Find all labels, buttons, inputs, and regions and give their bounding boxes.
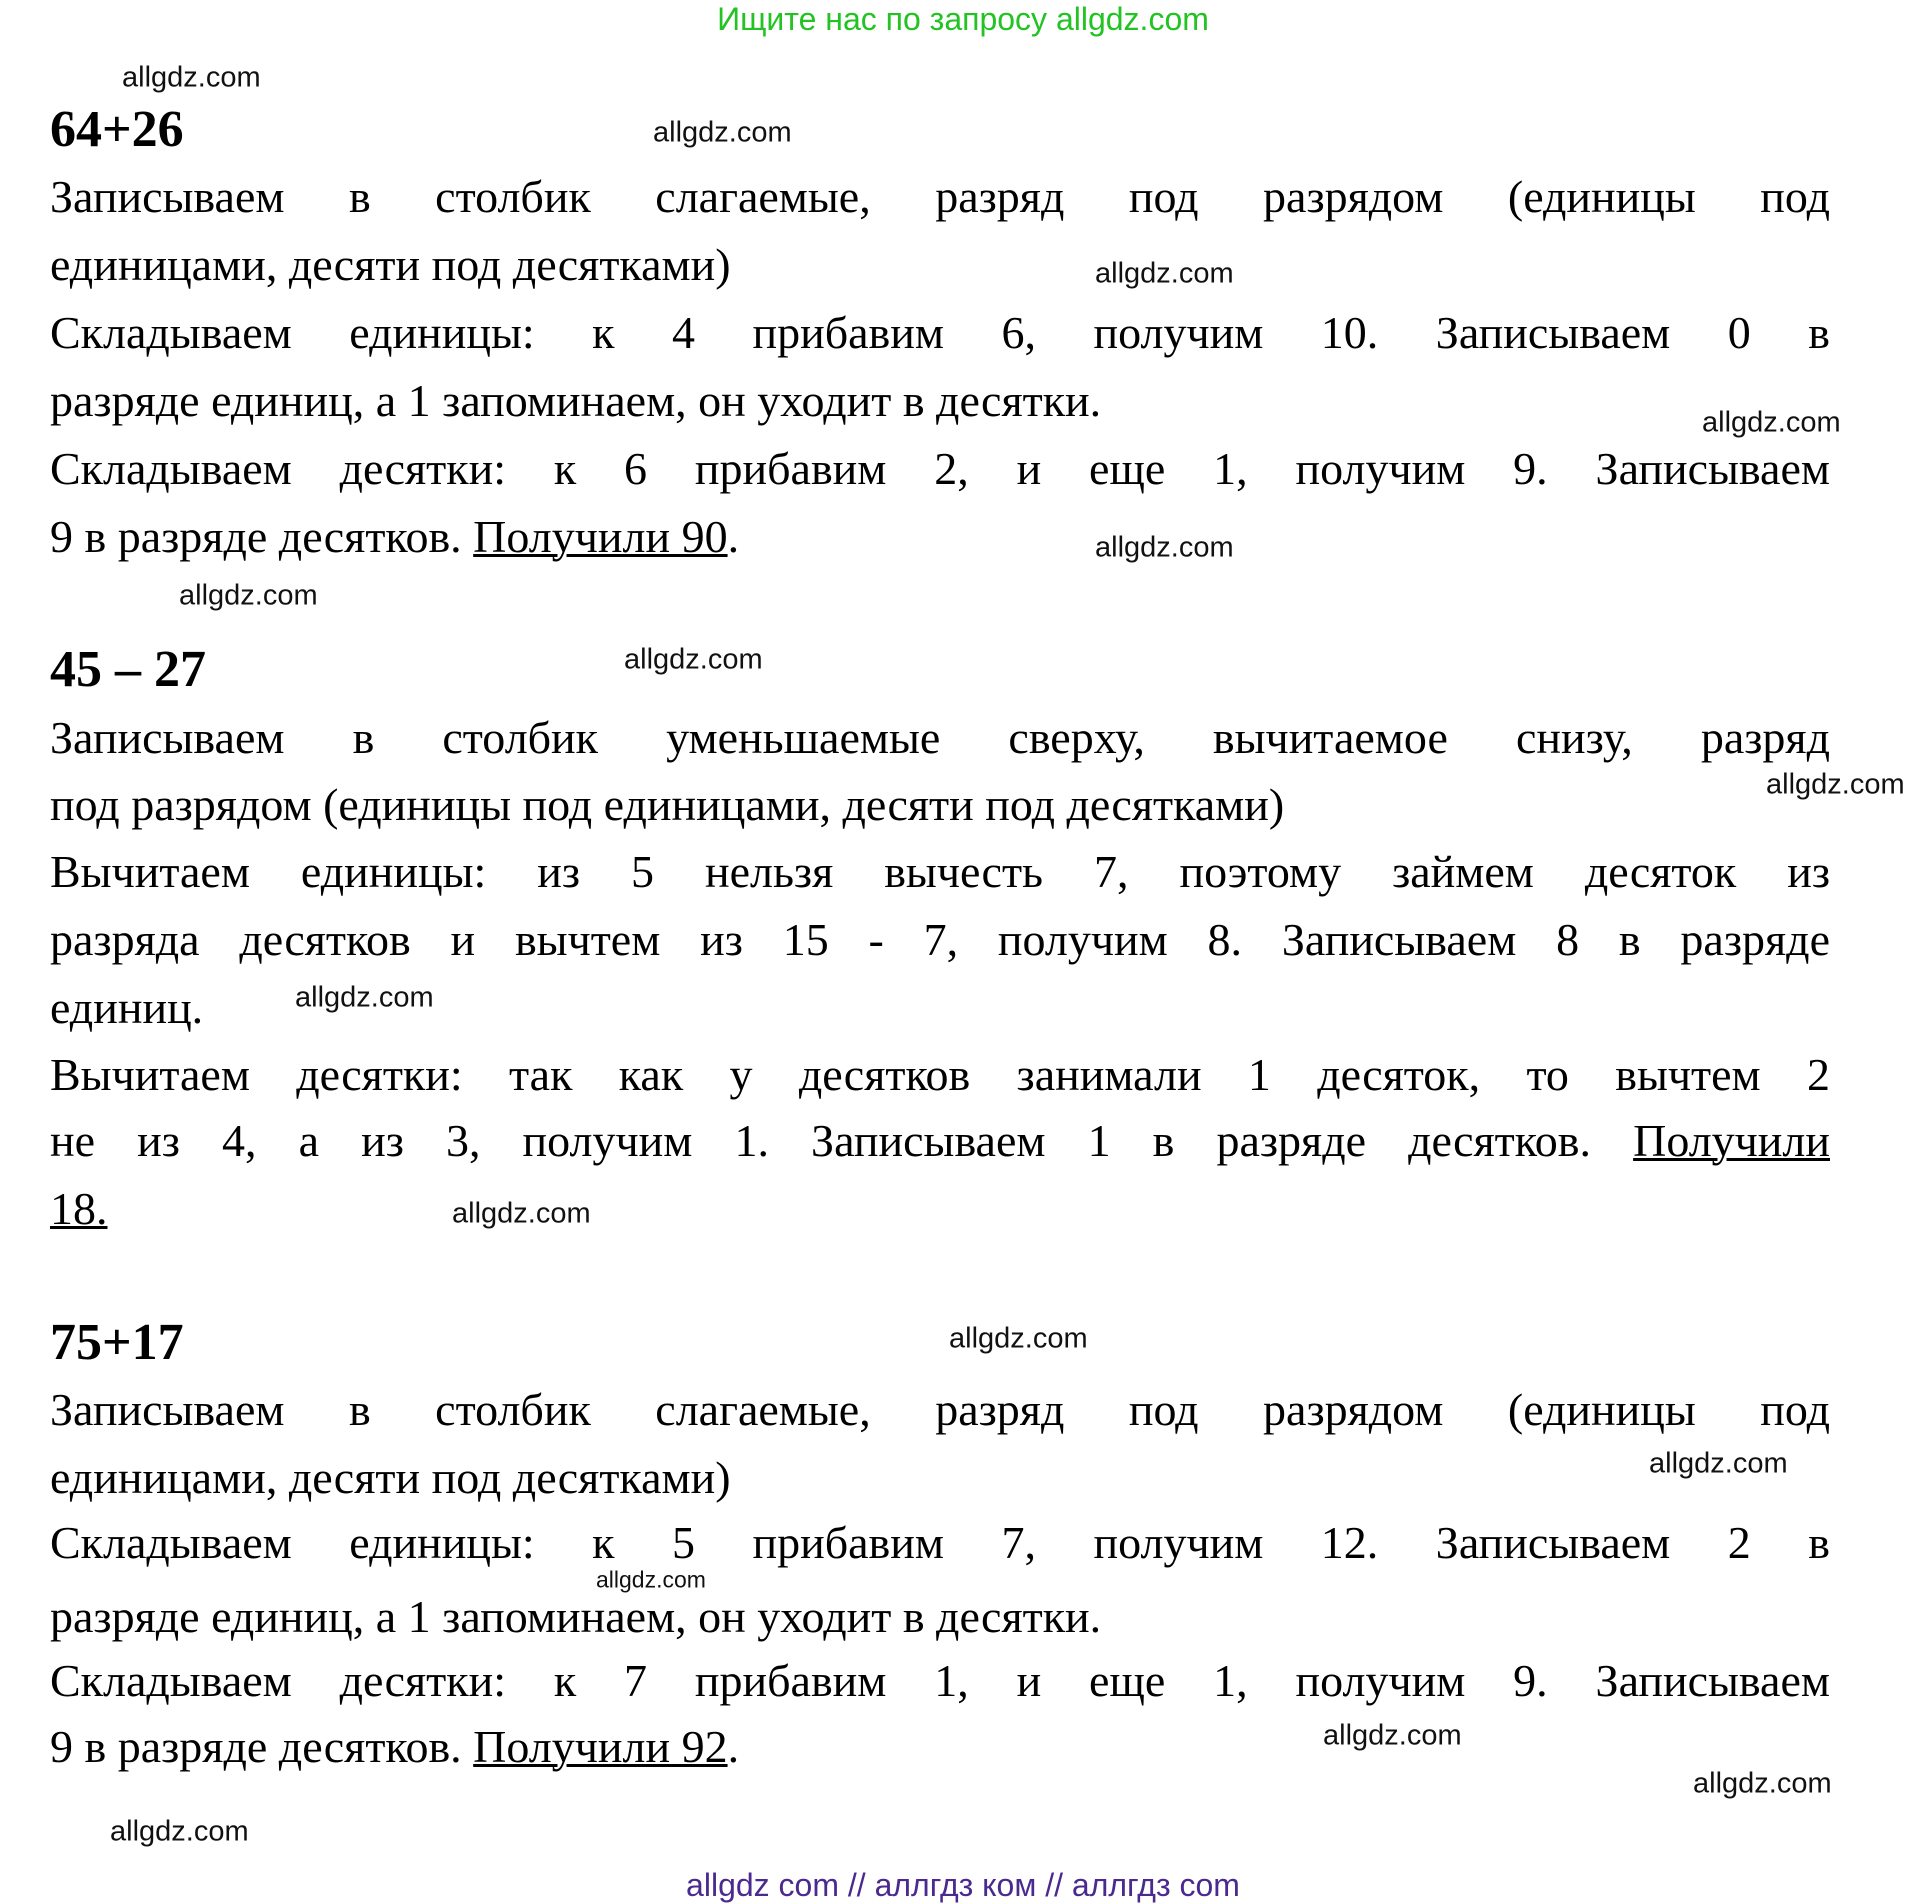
text-line [50,1721,740,1772]
watermark: allgdz.com [624,643,763,676]
text-line [50,171,1830,222]
text-line [50,239,731,290]
line-text: единицами, десяти под десятками) [50,239,731,290]
answer-underlined: Получили [1633,1115,1830,1166]
text-line [50,1384,1830,1435]
line-text-end: . [727,511,740,562]
watermark: allgdz.com [1693,1767,1832,1800]
text-line [50,1183,108,1234]
line-text: под разрядом (единицы под единицами, десяти под десятками) [50,779,1285,830]
answer-underlined: Получили 90 [473,511,728,562]
text-line [50,1452,731,1503]
line-text: единицами, десяти под десятками) [50,1452,731,1503]
watermark: allgdz.com [1095,257,1234,290]
watermark: allgdz.com [653,116,792,149]
problem-heading: 64+26 [50,101,184,158]
line-text: Вычитаем единицы: из 5 нельзя вычесть 7, поэтому займем десяток из [50,846,1830,897]
line-text: не из 4, а из 3, получим 1. Записываем 1 в разряде десятков. [50,1115,1634,1166]
line-text: Складываем десятки: к 7 прибавим 1, и еще 1, получим 9. Записываем [50,1655,1830,1706]
watermark: allgdz.com [295,981,434,1014]
watermark: allgdz.com [596,1566,706,1593]
line-text: разряде единиц, а 1 запоминаем, он уходит в десятки. [50,1591,1102,1642]
answer-underlined: 18. [50,1183,108,1234]
watermark: allgdz.com [1702,406,1841,439]
watermark: allgdz.com [1323,1719,1462,1752]
text-line [50,779,1285,830]
line-text-end: . [727,1721,740,1772]
watermark: allgdz.com [179,579,318,612]
text-line [50,375,1102,426]
line-text: Записываем в столбик уменьшаемые сверху, вычитаемое снизу, разряд [50,712,1830,763]
line-text: единиц. [50,982,204,1033]
text-line [50,1655,1830,1706]
watermark: allgdz.com [110,1815,249,1848]
line-text: Складываем единицы: к 5 прибавим 7, получим 12. Записываем 2 в [50,1517,1830,1568]
search-banner: Ищите нас по запросу allgdz.com [717,1,1209,37]
watermark: allgdz.com [452,1197,591,1230]
line-text: Складываем десятки: к 6 прибавим 2, и еще 1, получим 9. Записываем [50,443,1830,494]
text-line [50,1049,1830,1100]
line-text: разряде единиц, а 1 запоминаем, он уходит в десятки. [50,375,1102,426]
text-line [50,846,1830,897]
line-text: разряда десятков и вычтем из 15 - 7, получим 8. Записываем 8 в разряде [50,914,1830,965]
text-line [50,914,1830,965]
text-line [50,712,1830,763]
text-line [50,511,740,562]
text-line [50,307,1830,358]
line-text: Складываем единицы: к 4 прибавим 6, получим 10. Записываем 0 в [50,307,1830,358]
line-text: 9 в разряде десятков. [50,1721,474,1772]
line-text: Вычитаем десятки: так как у десятков занимали 1 десяток, то вычтем 2 [50,1049,1830,1100]
line-text: 9 в разряде десятков. [50,511,474,562]
text-line [50,1591,1102,1642]
problem-heading: 45 – 27 [50,641,206,698]
text-line [50,982,204,1033]
text-line [50,443,1830,494]
footer-watermark: allgdz com // аллгдз ком // аллгдз com [686,1867,1240,1903]
answer-underlined: Получили 92 [473,1721,728,1772]
watermark: allgdz.com [949,1322,1088,1355]
watermark: allgdz.com [1095,531,1234,564]
text-line [50,1115,1830,1166]
watermark: allgdz.com [1766,768,1905,801]
line-text: Записываем в столбик слагаемые, разряд под разрядом (единицы под [50,1384,1830,1435]
line-text: Записываем в столбик слагаемые, разряд под разрядом (единицы под [50,171,1830,222]
watermark: allgdz.com [122,61,261,94]
text-line [50,1517,1830,1568]
watermark: allgdz.com [1649,1447,1788,1480]
problem-heading: 75+17 [50,1314,184,1371]
